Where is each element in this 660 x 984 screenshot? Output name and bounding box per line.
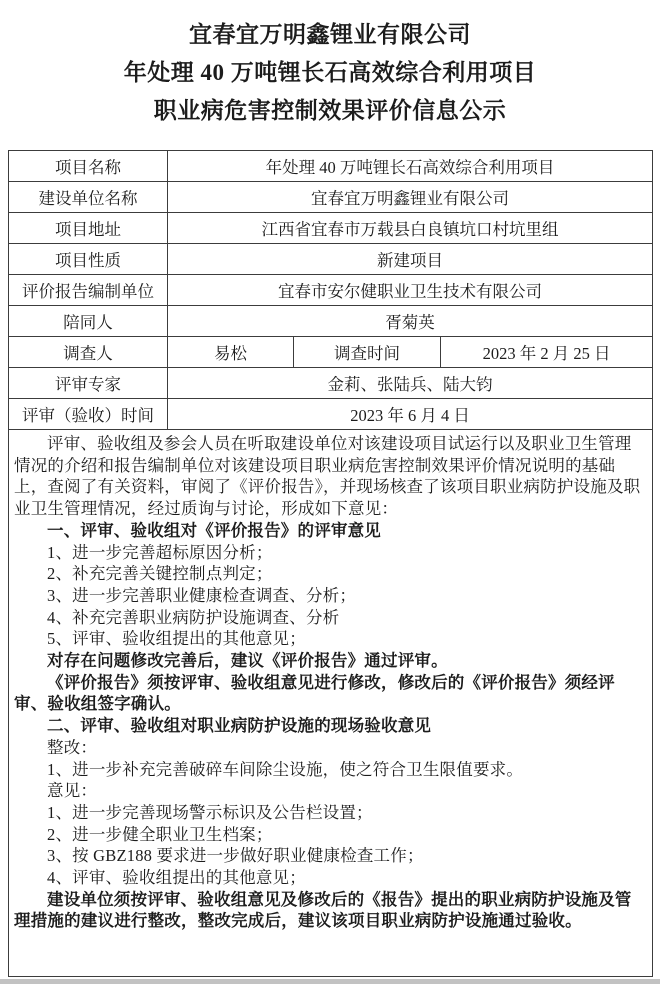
row-value: 江西省宜春市万载县白良镇坑口村坑里组 — [168, 213, 653, 244]
row-value: 易松 — [168, 337, 294, 368]
opinion-item: 1、进一步完善现场警示标识及公告栏设置； — [47, 802, 373, 822]
row-label: 项目名称 — [9, 151, 168, 182]
row-value: 宜春宜万明鑫锂业有限公司 — [168, 182, 653, 213]
row-label: 项目地址 — [9, 213, 168, 244]
info-table — [8, 150, 653, 977]
table-row-project-name — [9, 151, 653, 182]
opinion-item: 1、进一步完善超标原因分析； — [47, 542, 273, 562]
table-row-project-nature — [9, 244, 653, 275]
row-label: 项目性质 — [9, 244, 168, 275]
row-value: 新建项目 — [168, 244, 653, 275]
row-value: 金莉、张陆兵、陆大钧 — [168, 368, 653, 399]
document-title-block — [0, 0, 660, 130]
title-project-name: 年处理 40 万吨锂长石高效综合利用项目 — [123, 60, 537, 85]
opinion-conclusion-review: 对存在问题修改完善后，建议《评价报告》通过评审。 — [47, 651, 448, 671]
title-notice-type: 职业病危害控制效果评价信息公示 — [153, 98, 507, 123]
opinion-section2-heading: 二、评审、验收组对职业病防护设施的现场验收意见 — [47, 716, 432, 736]
table-row-opinions — [9, 430, 653, 977]
row-value: 2023 年 6 月 4 日 — [168, 399, 653, 430]
row-label: 评价报告编制单位 — [9, 275, 168, 306]
opinion-text-block — [9, 430, 653, 977]
opinion-intro-paragraph: 评审、验收组及参会人员在听取建设单位对该建设项目试运行以及职业卫生管理情况的介绍和报告编制单位对该建设项目职业病危害控制效果评价情况说明的基础上，查阅了有关资料，审阅了《评价报告》，并现场核查了该项目职业病防护设施及职业卫生管理情况，经过质询与讨论，形成如下意见： — [14, 434, 641, 519]
opinion-suggestion-label: 意见： — [47, 781, 98, 801]
opinion-final-conclusion: 建设单位须按评审、验收组意见及修改后的《报告》提出的职业病防护设施及管理措施的建议进行整改，整改完成后，建议该项目职业病防护设施通过验收。 — [14, 889, 632, 931]
opinion-item: 3、进一步完善职业健康检查调查、分析； — [47, 585, 357, 605]
row-value-2: 2023 年 2 月 25 日 — [441, 337, 653, 368]
row-label-2: 调查时间 — [294, 337, 441, 368]
page-bottom-edge — [0, 979, 660, 984]
table-row-project-address — [9, 213, 653, 244]
row-value: 宜春市安尔健职业卫生技术有限公司 — [168, 275, 653, 306]
table-row-review-time — [9, 399, 653, 430]
opinion-rectification-label: 整改： — [47, 737, 98, 757]
table-row-report-compiler — [9, 275, 653, 306]
table-row-builder-name — [9, 182, 653, 213]
title-company-name: 宜春宜万明鑫锂业有限公司 — [189, 22, 471, 47]
table-row-accompanying-person — [9, 306, 653, 337]
opinion-item: 4、评审、验收组提出的其他意见； — [47, 868, 306, 888]
row-label: 评审专家 — [9, 368, 168, 399]
opinion-item: 4、补充完善职业病防护设施调查、分析 — [47, 607, 340, 627]
row-label: 调查人 — [9, 337, 168, 368]
table-row-investigator — [9, 337, 653, 368]
opinion-item: 1、进一步补充完善破碎车间除尘设施，使之符合卫生限值要求。 — [47, 759, 524, 779]
opinion-section1-heading: 一、评审、验收组对《评价报告》的评审意见 — [47, 520, 381, 540]
row-value: 胥菊英 — [168, 306, 653, 337]
opinion-revision-requirement: 《评价报告》须按评审、验收组意见进行修改，修改后的《评价报告》须经评审、验收组签字确认。 — [14, 672, 615, 714]
row-label: 评审（验收）时间 — [9, 399, 168, 430]
row-value: 年处理 40 万吨锂长石高效综合利用项目 — [168, 151, 653, 182]
opinion-item: 5、评审、验收组提出的其他意见； — [47, 629, 306, 649]
row-label: 建设单位名称 — [9, 182, 168, 213]
opinion-item: 2、进一步健全职业卫生档案； — [47, 824, 273, 844]
opinion-item: 3、按 GBZ188 要求进一步做好职业健康检查工作； — [47, 846, 424, 866]
row-label: 陪同人 — [9, 306, 168, 337]
table-row-review-experts — [9, 368, 653, 399]
opinion-item: 2、补充完善关键控制点判定； — [47, 564, 273, 584]
